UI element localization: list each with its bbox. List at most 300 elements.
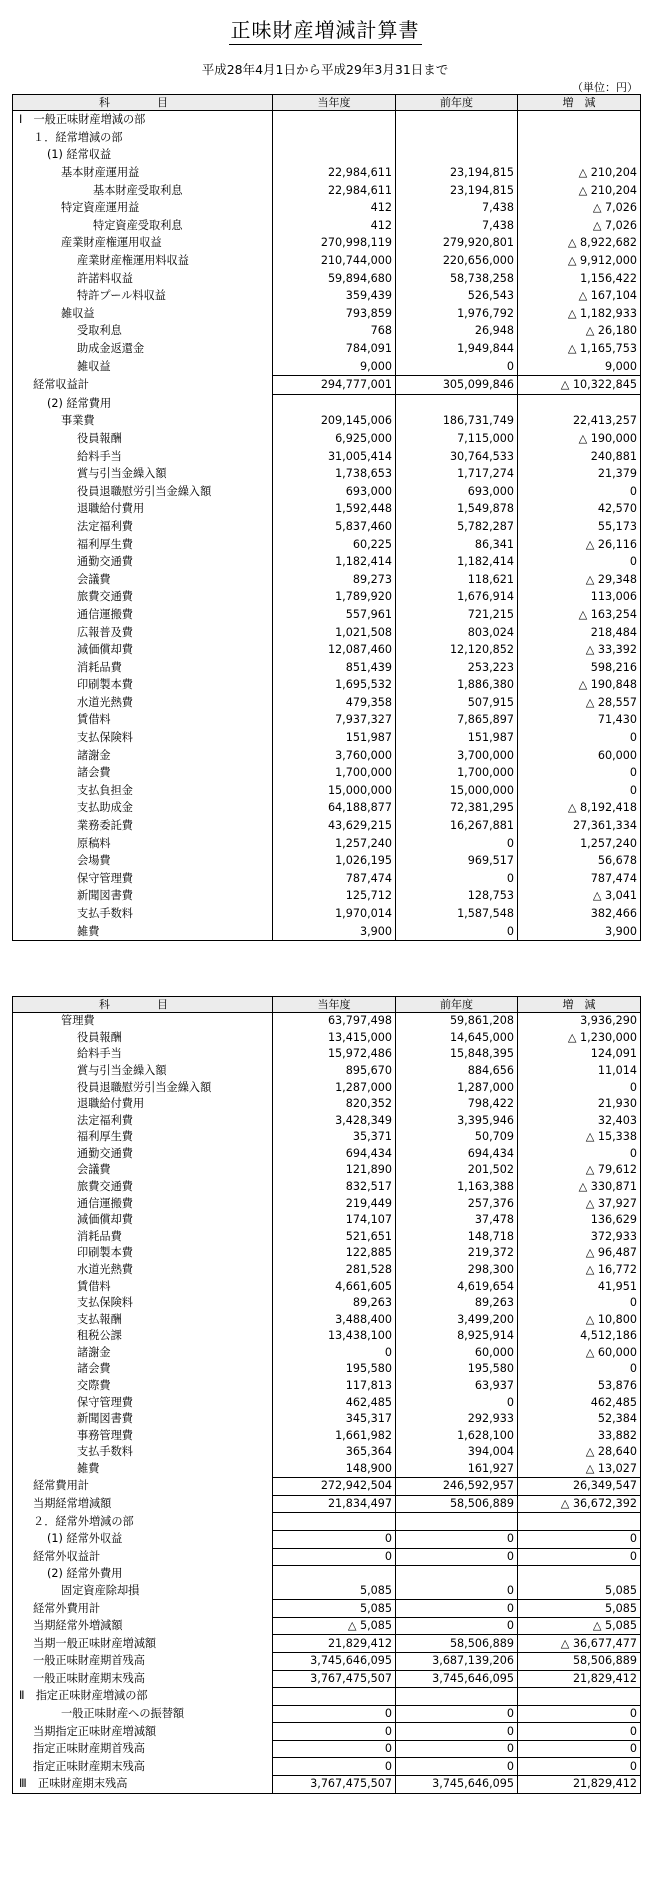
previous-year-value: 23,194,815	[396, 181, 518, 199]
change-value: △ 1,165,753	[518, 340, 641, 358]
table-row	[13, 1652, 641, 1670]
change-value	[518, 129, 641, 147]
change-value: △ 7,026	[518, 217, 641, 235]
table-row	[13, 465, 641, 483]
current-year-value: 272,942,504	[273, 1478, 396, 1496]
current-year-value: 6,925,000	[273, 430, 396, 448]
statement-table-page1	[12, 94, 641, 941]
row-label: 支払助成金	[13, 799, 273, 817]
row-label: 支払手数料	[13, 1444, 273, 1461]
table-row	[13, 817, 641, 835]
current-year-value: 1,021,508	[273, 623, 396, 641]
current-year-value: 851,439	[273, 658, 396, 676]
table-row	[13, 1030, 641, 1047]
change-value	[518, 394, 641, 412]
current-year-value	[273, 1566, 396, 1583]
previous-year-value: 7,115,000	[396, 430, 518, 448]
current-year-value	[273, 394, 396, 412]
previous-year-value: 23,194,815	[396, 164, 518, 182]
table-row	[13, 1278, 641, 1295]
table-row	[13, 1361, 641, 1378]
row-label: 賃借料	[13, 711, 273, 729]
current-year-value: 281,528	[273, 1262, 396, 1279]
change-value: 372,933	[518, 1229, 641, 1246]
table-row	[13, 394, 641, 412]
change-value: △ 7,026	[518, 199, 641, 217]
current-year-value: 1,592,448	[273, 500, 396, 518]
previous-year-value: 1,949,844	[396, 340, 518, 358]
table-row	[13, 111, 641, 129]
row-label: 法定福利費	[13, 1112, 273, 1129]
table-row	[13, 305, 641, 323]
row-label: 原稿料	[13, 834, 273, 852]
row-label: 役員退職慰労引当金繰入額	[13, 482, 273, 500]
table-row	[13, 1245, 641, 1262]
row-label: １．経常増減の部	[13, 129, 273, 147]
change-value: △ 13,027	[518, 1461, 641, 1478]
change-value: △ 1,230,000	[518, 1030, 641, 1047]
table-row	[13, 676, 641, 694]
change-value: 58,506,889	[518, 1652, 641, 1670]
current-year-value: 60,225	[273, 535, 396, 553]
previous-year-value: 195,580	[396, 1361, 518, 1378]
table-row	[13, 1112, 641, 1129]
row-label: 当期経常増減額	[13, 1495, 273, 1513]
previous-year-value: 394,004	[396, 1444, 518, 1461]
table-row	[13, 1617, 641, 1635]
table-row	[13, 1146, 641, 1163]
change-value: 0	[518, 1361, 641, 1378]
row-label: 給料手当	[13, 1046, 273, 1063]
previous-year-value: 37,478	[396, 1212, 518, 1229]
table-row	[13, 570, 641, 588]
current-year-value: 1,970,014	[273, 905, 396, 923]
change-value: △ 167,104	[518, 287, 641, 305]
table-row	[13, 623, 641, 641]
current-year-value: 345,317	[273, 1411, 396, 1428]
row-label: 経常外費用計	[13, 1600, 273, 1618]
row-label: 当期経常外増減額	[13, 1617, 273, 1635]
current-year-value: 1,738,653	[273, 465, 396, 483]
row-label: 特許プール料収益	[13, 287, 273, 305]
current-year-value: 7,937,327	[273, 711, 396, 729]
previous-year-value: 884,656	[396, 1063, 518, 1080]
current-year-value: 3,488,400	[273, 1311, 396, 1328]
row-label: 諸会費	[13, 1361, 273, 1378]
change-value: 0	[518, 1740, 641, 1758]
current-year-value: 210,744,000	[273, 252, 396, 270]
table-row	[13, 764, 641, 782]
unit-text: （単位：円）	[572, 81, 638, 94]
previous-year-value: 3,499,200	[396, 1311, 518, 1328]
current-year-value: 117,813	[273, 1378, 396, 1395]
previous-year-value: 3,395,946	[396, 1112, 518, 1129]
row-label: 会議費	[13, 1162, 273, 1179]
current-year-value: 694,434	[273, 1146, 396, 1163]
current-year-value: 793,859	[273, 305, 396, 323]
change-value	[518, 1688, 641, 1706]
row-label: 福利厚生費	[13, 535, 273, 553]
table-row	[13, 1444, 641, 1461]
current-year-value: 3,745,646,095	[273, 1652, 396, 1670]
previous-year-value: 798,422	[396, 1096, 518, 1113]
row-label: 消耗品費	[13, 658, 273, 676]
change-value: △ 5,085	[518, 1617, 641, 1635]
previous-year-value: 0	[396, 870, 518, 888]
table-row	[13, 887, 641, 905]
previous-year-value: 89,263	[396, 1295, 518, 1312]
table-row	[13, 357, 641, 375]
title-text: 正味財産増減計算書	[229, 18, 422, 45]
row-label: 水道光熱費	[13, 694, 273, 712]
row-label: 通信運搬費	[13, 1195, 273, 1212]
table-row	[13, 1328, 641, 1345]
table-row	[13, 146, 641, 164]
row-label: 一般正味財産期末残高	[13, 1670, 273, 1688]
table-row	[13, 658, 641, 676]
row-label: 諸謝金	[13, 1345, 273, 1362]
current-year-value: 43,629,215	[273, 817, 396, 835]
current-year-value: 412	[273, 217, 396, 235]
change-value	[518, 1566, 641, 1583]
row-label: 旅費交通費	[13, 588, 273, 606]
row-label: 管理費	[13, 1013, 273, 1030]
change-value: 136,629	[518, 1212, 641, 1229]
current-year-value: 151,987	[273, 729, 396, 747]
previous-year-value: 148,718	[396, 1229, 518, 1246]
table-row	[13, 729, 641, 747]
table-row	[13, 870, 641, 888]
previous-year-value	[396, 111, 518, 129]
row-label: 役員報酬	[13, 430, 273, 448]
change-value: 0	[518, 1079, 641, 1096]
change-value: △ 28,640	[518, 1444, 641, 1461]
change-value: △ 16,772	[518, 1262, 641, 1279]
current-year-value: 64,188,877	[273, 799, 396, 817]
previous-year-value: 507,915	[396, 694, 518, 712]
row-label: 諸謝金	[13, 746, 273, 764]
previous-year-value: 1,676,914	[396, 588, 518, 606]
current-year-value: 195,580	[273, 1361, 396, 1378]
row-label: 消耗品費	[13, 1229, 273, 1246]
previous-year-value: 30,764,533	[396, 447, 518, 465]
row-label: 新聞図書費	[13, 1411, 273, 1428]
change-value: △ 15,338	[518, 1129, 641, 1146]
current-year-value: 5,085	[273, 1583, 396, 1600]
previous-year-value: 219,372	[396, 1245, 518, 1262]
change-value: 0	[518, 553, 641, 571]
change-value: 598,216	[518, 658, 641, 676]
row-label: 特定資産受取利息	[13, 217, 273, 235]
previous-year-value: 12,120,852	[396, 641, 518, 659]
current-year-value: 89,263	[273, 1295, 396, 1312]
current-year-value: 820,352	[273, 1096, 396, 1113]
row-label: 当期指定正味財産増減額	[13, 1723, 273, 1741]
current-year-value: 35,371	[273, 1129, 396, 1146]
row-label: 産業財産権運用料収益	[13, 252, 273, 270]
previous-year-value: 0	[396, 922, 518, 940]
current-year-value: 63,797,498	[273, 1013, 396, 1030]
row-label: 退職給付費用	[13, 1096, 273, 1113]
change-value: 4,512,186	[518, 1328, 641, 1345]
change-value: △ 163,254	[518, 606, 641, 624]
previous-year-value: 298,300	[396, 1262, 518, 1279]
change-value: △ 3,041	[518, 887, 641, 905]
change-value: 1,156,422	[518, 269, 641, 287]
row-label: 基本財産運用益	[13, 164, 273, 182]
current-year-value: 5,085	[273, 1600, 396, 1618]
previous-year-value: 186,731,749	[396, 412, 518, 430]
table-row	[13, 1600, 641, 1618]
current-year-value: 12,087,460	[273, 641, 396, 659]
change-value	[518, 111, 641, 129]
previous-year-value: 1,287,000	[396, 1079, 518, 1096]
row-label: 一般正味財産期首残高	[13, 1652, 273, 1670]
row-label: 当期一般正味財産増減額	[13, 1635, 273, 1653]
previous-year-value: 72,381,295	[396, 799, 518, 817]
change-value: 27,361,334	[518, 817, 641, 835]
row-label: 雑収益	[13, 305, 273, 323]
header-row	[13, 997, 641, 1013]
current-year-value: 121,890	[273, 1162, 396, 1179]
change-value: 53,876	[518, 1378, 641, 1395]
change-value: △ 36,677,477	[518, 1635, 641, 1653]
row-label: 印刷製本費	[13, 1245, 273, 1262]
row-label: (1) 経常外収益	[13, 1530, 273, 1548]
table-row	[13, 588, 641, 606]
current-year-value: 174,107	[273, 1212, 396, 1229]
change-value: 0	[518, 482, 641, 500]
previous-year-value: 16,267,881	[396, 817, 518, 835]
previous-year-value: 969,517	[396, 852, 518, 870]
previous-year-value: 253,223	[396, 658, 518, 676]
previous-year-value: 1,163,388	[396, 1179, 518, 1196]
previous-year-value: 803,024	[396, 623, 518, 641]
current-year-value: 768	[273, 322, 396, 340]
table-row	[13, 340, 641, 358]
table-row	[13, 287, 641, 305]
change-value: △ 8,922,682	[518, 234, 641, 252]
previous-year-value: 60,000	[396, 1345, 518, 1362]
table-row	[13, 129, 641, 147]
row-label: Ⅱ 指定正味財産増減の部	[13, 1688, 273, 1706]
table-row	[13, 1195, 641, 1212]
row-label: 固定資産除却損	[13, 1583, 273, 1600]
row-label: ２．経常外増減の部	[13, 1513, 273, 1531]
row-label: 通勤交通費	[13, 1146, 273, 1163]
col-header-current: 当年度	[273, 997, 396, 1013]
previous-year-value: 58,506,889	[396, 1635, 518, 1653]
previous-year-value: 0	[396, 1394, 518, 1411]
document-title	[0, 14, 650, 43]
table-row	[13, 535, 641, 553]
change-value: △ 10,800	[518, 1311, 641, 1328]
change-value: 60,000	[518, 746, 641, 764]
previous-year-value: 1,717,274	[396, 465, 518, 483]
table-row	[13, 1461, 641, 1478]
table-row	[13, 606, 641, 624]
previous-year-value	[396, 394, 518, 412]
change-value: 124,091	[518, 1046, 641, 1063]
row-label: 受取利息	[13, 322, 273, 340]
previous-year-value: 1,549,878	[396, 500, 518, 518]
previous-year-value: 4,619,654	[396, 1278, 518, 1295]
current-year-value: 1,287,000	[273, 1079, 396, 1096]
previous-year-value: 0	[396, 1600, 518, 1618]
row-label: 経常外収益計	[13, 1548, 273, 1566]
current-year-value	[273, 1688, 396, 1706]
table-row	[13, 412, 641, 430]
change-value: △ 96,487	[518, 1245, 641, 1262]
table-row	[13, 1530, 641, 1548]
change-value: 0	[518, 1530, 641, 1548]
previous-year-value: 151,987	[396, 729, 518, 747]
change-value: △ 28,557	[518, 694, 641, 712]
change-value: 0	[518, 1705, 641, 1723]
table-row	[13, 1262, 641, 1279]
current-year-value: 3,428,349	[273, 1112, 396, 1129]
row-label: 支払負担金	[13, 782, 273, 800]
col-header-previous: 前年度	[396, 997, 518, 1013]
current-year-value: 0	[273, 1548, 396, 1566]
col-header-current: 当年度	[273, 95, 396, 111]
previous-year-value: 0	[396, 1617, 518, 1635]
row-label: 助成金返還金	[13, 340, 273, 358]
change-value: 787,474	[518, 870, 641, 888]
change-value: 11,014	[518, 1063, 641, 1080]
row-label: 保守管理費	[13, 1394, 273, 1411]
previous-year-value: 15,000,000	[396, 782, 518, 800]
table-row	[13, 430, 641, 448]
row-label: 会議費	[13, 570, 273, 588]
current-year-value: 125,712	[273, 887, 396, 905]
table-row	[13, 1478, 641, 1496]
row-label: 交際費	[13, 1378, 273, 1395]
row-label: 福利厚生費	[13, 1129, 273, 1146]
previous-year-value: 128,753	[396, 887, 518, 905]
table-row	[13, 852, 641, 870]
previous-year-value: 3,745,646,095	[396, 1670, 518, 1688]
table-row	[13, 1229, 641, 1246]
col-header-change: 増 減	[518, 997, 641, 1013]
row-label: 業務委託費	[13, 817, 273, 835]
table-row	[13, 1378, 641, 1395]
current-year-value: 219,449	[273, 1195, 396, 1212]
change-value: 56,678	[518, 852, 641, 870]
previous-year-value: 59,861,208	[396, 1013, 518, 1030]
table-row	[13, 1583, 641, 1600]
col-header-item: 科 目	[13, 997, 273, 1013]
row-label: (1) 経常収益	[13, 146, 273, 164]
current-year-value: 0	[273, 1705, 396, 1723]
current-year-value: 0	[273, 1530, 396, 1548]
current-year-value: 21,829,412	[273, 1635, 396, 1653]
change-value: 0	[518, 1548, 641, 1566]
table-row	[13, 1723, 641, 1741]
current-year-value: 895,670	[273, 1063, 396, 1080]
row-label: 法定福利費	[13, 518, 273, 536]
change-value: 0	[518, 729, 641, 747]
change-value: 1,257,240	[518, 834, 641, 852]
change-value: 0	[518, 1295, 641, 1312]
row-label: 減価償却費	[13, 641, 273, 659]
table-row	[13, 164, 641, 182]
table-row	[13, 711, 641, 729]
table-row	[13, 1513, 641, 1531]
current-year-value: 1,661,982	[273, 1427, 396, 1444]
row-label: 役員報酬	[13, 1030, 273, 1047]
row-label: 許諾料収益	[13, 269, 273, 287]
current-year-value: 148,900	[273, 1461, 396, 1478]
previous-year-value: 7,865,897	[396, 711, 518, 729]
change-value: △ 210,204	[518, 181, 641, 199]
change-value: 42,570	[518, 500, 641, 518]
col-header-change: 増 減	[518, 95, 641, 111]
previous-year-value: 1,628,100	[396, 1427, 518, 1444]
table-row	[13, 834, 641, 852]
row-label: 印刷製本費	[13, 676, 273, 694]
previous-year-value: 721,215	[396, 606, 518, 624]
change-value: 0	[518, 764, 641, 782]
previous-year-value: 0	[396, 1548, 518, 1566]
change-value: △ 79,612	[518, 1162, 641, 1179]
previous-year-value: 63,937	[396, 1378, 518, 1395]
row-label: 雑費	[13, 922, 273, 940]
current-year-value: 693,000	[273, 482, 396, 500]
table-row	[13, 252, 641, 270]
table-row	[13, 1427, 641, 1444]
change-value: △ 60,000	[518, 1345, 641, 1362]
change-value: 32,403	[518, 1112, 641, 1129]
row-label: 賞与引当金繰入額	[13, 465, 273, 483]
current-year-value: 22,984,611	[273, 164, 396, 182]
table-row	[13, 1129, 641, 1146]
current-year-value: 122,885	[273, 1245, 396, 1262]
previous-year-value: 15,848,395	[396, 1046, 518, 1063]
change-value: △ 190,000	[518, 430, 641, 448]
previous-year-value: 0	[396, 1758, 518, 1776]
previous-year-value	[396, 1513, 518, 1531]
change-value: △ 10,322,845	[518, 375, 641, 394]
change-value: △ 330,871	[518, 1179, 641, 1196]
table-row	[13, 905, 641, 923]
table-row	[13, 922, 641, 940]
row-label: 水道光熱費	[13, 1262, 273, 1279]
current-year-value: 89,273	[273, 570, 396, 588]
table-row	[13, 1295, 641, 1312]
previous-year-value: 118,621	[396, 570, 518, 588]
change-value: 382,466	[518, 905, 641, 923]
change-value: 0	[518, 1723, 641, 1741]
row-label: 保守管理費	[13, 870, 273, 888]
row-label: (2) 経常費用	[13, 394, 273, 412]
table-row	[13, 1670, 641, 1688]
previous-year-value: 7,438	[396, 217, 518, 235]
previous-year-value: 58,506,889	[396, 1495, 518, 1513]
change-value: 26,349,547	[518, 1478, 641, 1496]
current-year-value: 462,485	[273, 1394, 396, 1411]
row-label: 会場費	[13, 852, 273, 870]
current-year-value: 9,000	[273, 357, 396, 375]
current-year-value: 3,767,475,507	[273, 1776, 396, 1794]
current-year-value: 31,005,414	[273, 447, 396, 465]
row-label: 雑費	[13, 1461, 273, 1478]
current-year-value: 209,145,006	[273, 412, 396, 430]
change-value: 5,085	[518, 1600, 641, 1618]
previous-year-value: 3,745,646,095	[396, 1776, 518, 1794]
previous-year-value: 0	[396, 1705, 518, 1723]
row-label: 経常収益計	[13, 375, 273, 394]
